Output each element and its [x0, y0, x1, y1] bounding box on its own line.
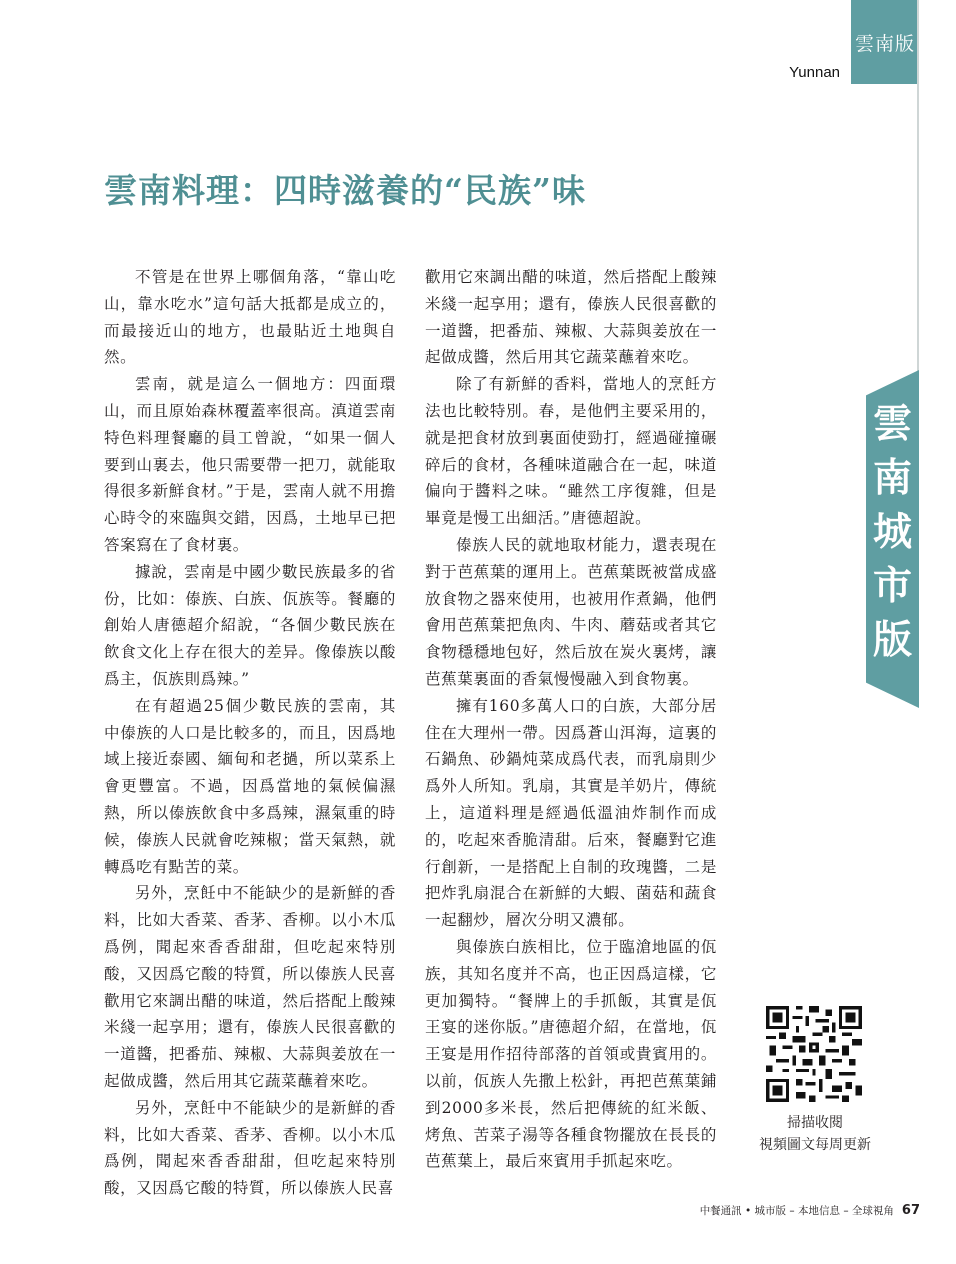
- article-column-left: [104, 264, 396, 1198]
- paragraph: 另外，烹飪中不能缺少的是新鮮的香料，比如大香菜、香茅、香柳。以小木瓜爲例，聞起來香香甜甜，但吃起來特別酸，又因爲它酸的特質，所以傣族人民喜: [104, 1098, 396, 1198]
- paragraph: 除了有新鮮的香料，當地人的烹飪方法也比較特別。春，是他們主要采用的，就是把食材放到裏面使勁打，經過碰撞碾碎后的食材，各種味道融合在一起，味道偏向于醬料之味。“雖然工序復雜，但是畢竟是慢工出細活。”唐德超說。: [425, 375, 717, 528]
- side-divider: [917, 0, 919, 376]
- edition-tab: [851, 0, 919, 84]
- page-footer: [700, 1203, 920, 1218]
- side-banner-char: 雲: [872, 402, 912, 447]
- paragraph: 在有超過25個少數民族的雲南，其中傣族的人口是比較多的，而且，因爲地域上接近泰國、緬甸和老撾，所以菜系上會更豐富。不過，因爲當地的氣候偏濕熱，所以傣族飲食中多爲辣，濕氣重的時候，傣族人民就會吃辣椒；當天氣熱，就轉爲吃有點苦的菜。: [104, 696, 396, 876]
- side-banner-char: 版: [872, 618, 912, 663]
- paragraph: 傣族人民的就地取材能力，還表現在對于芭蕉葉的運用上。芭蕉葉既被當成盛放食物之器來使用，也被用作煮鍋，他們會用芭蕉葉把魚肉、牛肉、蘑菇或者其它食物穩穩地包好，然后放在炭火裏烤，讓芭蕉葉裏面的香氣慢慢融入到食物裏。: [425, 535, 717, 688]
- side-banner-char: 市: [872, 564, 912, 609]
- qr-caption-line: 視頻圖文每周更新: [759, 1137, 871, 1153]
- paragraph: 與傣族白族相比，位于臨滄地區的佤族，其知名度并不高，也正因爲這樣，它更加獨特。“餐牌上的手抓飯，其實是佤王宴的迷你版。”唐德超介紹，在當地，佤王宴是用作招待部落的首領或貴賓用的。以前，佤族人先撒上松針，再把芭蕉葉鋪到2000多米長，然后把傳統的紅米飯、烤魚、苦菜子湯等各種食物擺放在長長的芭蕉葉上，最后來賓用手抓起來吃。: [425, 937, 717, 1171]
- paragraph: 擁有160多萬人口的白族，大部分居住在大理州一帶。因爲蒼山洱海，這裏的石鍋魚、砂鍋炖菜成爲代表，而乳扇則少爲外人所知。乳扇，其實是羊奶片，傳統上，這道料理是經過低溫油炸制作而成的，吃起來香脆清甜。后來，餐廳對它進行創新，一是搭配上自制的玫瑰醬，二是把炸乳扇混合在新鮮的大蝦、菌菇和蔬食一起翻炒，層次分明又濃郁。: [425, 696, 717, 930]
- paragraph: 另外，烹飪中不能缺少的是新鮮的香料，比如大香菜、香茅、香柳。以小木瓜爲例，聞起來香香甜甜，但吃起來特別酸，又因爲它酸的特質，所以傣族人民喜歡用它來調出醋的味道，然后搭配上酸辣米綫一起享用；還有，傣族人民很喜歡的一道醬，把番茄、辣椒、大蒜與姜放在一起做成醬，然后用其它蔬菜蘸着來吃。: [104, 884, 396, 1090]
- paragraph: 雲南，就是這么一個地方：四面環山，而且原始森林覆蓋率很高。滇道雲南特色料理餐廳的員工曾說，“如果一個人要到山裏去，他只需要帶一把刀，就能取得很多新鮮食材。”于是，雲南人就不用擔心時令的來臨與交錯，因爲，土地早已把答案寫在了食材裏。: [104, 375, 396, 554]
- qr-caption-line: 掃描收閱: [787, 1115, 843, 1131]
- paragraph: 不管是在世界上哪個角落，“靠山吃山，靠水吃水”這句話大抵都是成立的，而最接近山的地方，也最貼近土地與自然。: [104, 268, 396, 367]
- page-number: 67: [901, 1203, 920, 1218]
- qr-caption: [740, 1112, 890, 1156]
- side-banner-char: 城: [872, 510, 912, 555]
- qr-code[interactable]: [766, 1006, 862, 1102]
- side-banner-char: 南: [872, 456, 912, 501]
- footer-text: 中餐通訊 • 城市版 – 本地信息 – 全球視角: [699, 1205, 894, 1217]
- side-banner-text: [866, 398, 919, 668]
- edition-tab-label: 雲南版: [854, 32, 915, 55]
- article-title: 雲南料理：四時滋養的“民族”味: [104, 171, 586, 211]
- paragraph: 據說，雲南是中國少數民族最多的省份，比如：傣族、白族、佤族等。餐廳的創始人唐德超介紹說，“各個少數民族在飲食文化上存在很大的差异。像傣族以酸爲主，佤族則爲辣。”: [104, 562, 396, 688]
- paragraph-continuation: 歡用它來調出醋的味道，然后搭配上酸辣米綫一起享用；還有，傣族人民很喜歡的一道醬，把番茄、辣椒、大蒜與姜放在一起做成醬，然后用其它蔬菜蘸着來吃。: [425, 268, 717, 367]
- article-column-right: [425, 264, 717, 1171]
- region-label: Yunnan: [789, 64, 840, 81]
